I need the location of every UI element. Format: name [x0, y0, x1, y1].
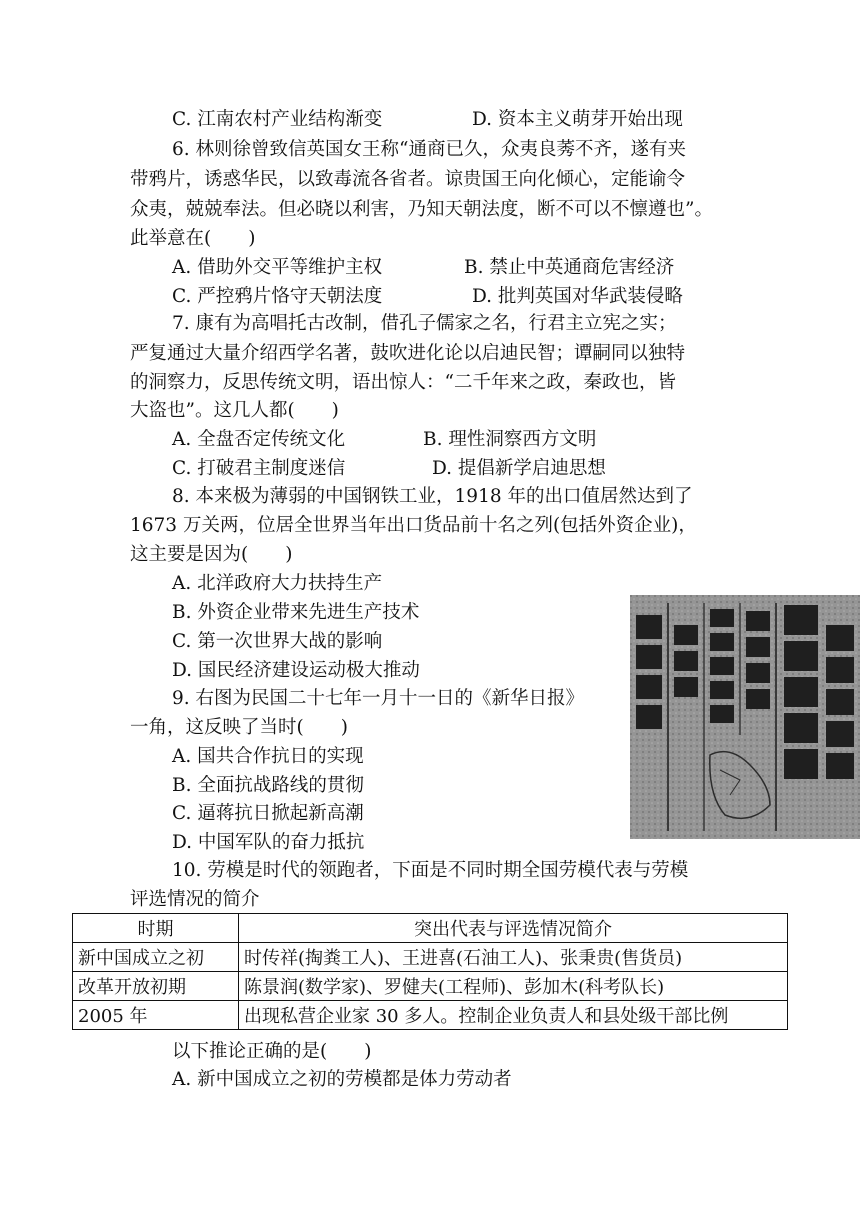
table-cell-period: 2005 年 — [73, 1001, 239, 1030]
q6-option-a[interactable]: A. 借助外交平等维护主权 — [172, 257, 383, 278]
q10-prompt: 以下推论正确的是( ) — [172, 1041, 372, 1062]
q6-option-c[interactable]: C. 严控鸦片恪守天朝法度 — [172, 286, 383, 307]
q9-stem-line-1: 9. 右图为民国二十七年一月十一日的《新华日报》 — [172, 688, 585, 709]
q7-option-c[interactable]: C. 打破君主制度迷信 — [172, 458, 346, 479]
q6-stem-line-2: 带鸦片，诱惑华民，以致毒流各省者。谅贵国王向化倾心，定能谕令 — [130, 169, 686, 190]
q8-stem-line-3: 这主要是因为( ) — [130, 544, 293, 565]
table-cell-summary: 时传祥(掏粪工人)、王进喜(石油工人)、张秉贵(售货员) — [239, 943, 788, 972]
q7-stem-line-4: 大盗也”。这几人都( ) — [130, 400, 339, 421]
q9-option-c[interactable]: C. 逼蒋抗日掀起新高潮 — [172, 803, 364, 824]
q6-option-d[interactable]: D. 批判英国对华武装侵略 — [472, 286, 683, 307]
q9-stem-line-2: 一角，这反映了当时( ) — [130, 717, 348, 738]
q7-stem-line-1: 7. 康有为高唱托古改制，借孔子儒家之名，行君主立宪之实； — [172, 313, 677, 334]
q8-stem-line-2: 1673 万关两，位居全世界当年出口货品前十名之列(包括外资企业)， — [130, 515, 697, 536]
labor-model-table — [72, 913, 788, 1030]
q6-stem-line-4: 此举意在( ) — [130, 228, 256, 249]
table-header-period: 时期 — [73, 914, 239, 943]
q8-stem-line-1: 8. 本来极为薄弱的中国钢铁工业，1918 年的出口值居然达到了 — [172, 486, 693, 507]
table-row — [73, 1001, 788, 1030]
q9-option-b[interactable]: B. 全面抗战路线的贯彻 — [172, 775, 364, 796]
table-row — [73, 943, 788, 972]
q8-option-c[interactable]: C. 第一次世界大战的影响 — [172, 631, 383, 652]
q5-option-d[interactable]: D. 资本主义萌芽开始出现 — [472, 109, 683, 130]
q8-option-a[interactable]: A. 北洋政府大力扶持生产 — [172, 573, 383, 594]
q10-option-a[interactable]: A. 新中国成立之初的劳模都是体力劳动者 — [172, 1069, 512, 1090]
q7-option-b[interactable]: B. 理性洞察西方文明 — [423, 429, 597, 450]
q10-stem-line-2: 评选情况的简介 — [130, 889, 260, 910]
table-cell-period: 新中国成立之初 — [73, 943, 239, 972]
table-row — [73, 972, 788, 1001]
table-cell-summary: 陈景润(数学家)、罗健夫(工程师)、彭加木(科考队长) — [239, 972, 788, 1001]
q7-stem-line-3: 的洞察力，反思传统文明，语出惊人：“二千年来之政，秦政也，皆 — [130, 372, 676, 393]
table-cell-summary: 出现私营企业家 30 多人。控制企业负责人和县处级干部比例 — [239, 1001, 788, 1030]
q7-stem-line-2: 严复通过大量介绍西学名著，鼓吹进化论以启迪民智；谭嗣同以独特 — [130, 343, 686, 364]
q9-option-d[interactable]: D. 中国军队的奋力抵抗 — [172, 832, 365, 853]
q7-option-a[interactable]: A. 全盘否定传统文化 — [172, 429, 346, 450]
q5-option-c[interactable]: C. 江南农村产业结构渐变 — [172, 109, 383, 130]
q10-stem-line-1: 10. 劳模是时代的领跑者，下面是不同时期全国劳模代表与劳模 — [172, 860, 689, 881]
table-header-summary: 突出代表与评选情况简介 — [239, 914, 788, 943]
q6-option-b[interactable]: B. 禁止中英通商危害经济 — [464, 257, 675, 278]
table-cell-period: 改革开放初期 — [73, 972, 239, 1001]
q7-option-d[interactable]: D. 提倡新学启迪思想 — [432, 458, 606, 479]
q8-option-b[interactable]: B. 外资企业带来先进生产技术 — [172, 602, 420, 623]
table-header-row — [73, 914, 788, 943]
q8-option-d[interactable]: D. 国民经济建设运动极大推动 — [172, 660, 420, 681]
q9-option-a[interactable]: A. 国共合作抗日的实现 — [172, 746, 364, 767]
newspaper-clipping-image — [630, 595, 860, 839]
q6-stem-line-1: 6. 林则徐曾致信英国女王称“通商已久，众夷良莠不齐，遂有夹 — [172, 139, 686, 160]
q6-stem-line-3: 众夷，兢兢奉法。但必晓以利害，乃知天朝法度，断不可以不懔遵也”。 — [130, 199, 713, 220]
